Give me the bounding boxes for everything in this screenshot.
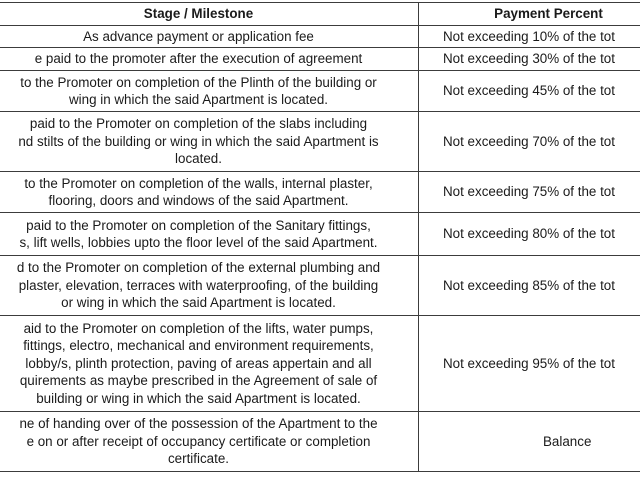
payment-cell: Not exceeding 30% of the tot: [419, 48, 640, 71]
stage-line: aid to the Promoter on completion of the lifts, water pumps,: [23, 320, 374, 336]
payment-schedule-table: [0, 2, 640, 472]
table-row: [0, 172, 640, 213]
stage-cell: [0, 213, 419, 256]
stage-cell: [0, 26, 419, 48]
stage-line: d to the Promoter on completion of the external plumbing and: [16, 260, 381, 276]
payment-cell: Not exceeding 80% of the tot: [419, 213, 640, 256]
stage-line: paid to the Promoter on completion of the Sanitary fittings,: [26, 217, 371, 233]
stage-line: e on or after receipt of occupancy certificate or completion: [26, 433, 371, 449]
stage-line: located.: [175, 151, 222, 167]
table-row: [0, 112, 640, 172]
stage-line: certificate.: [167, 451, 230, 467]
stage-line: fittings, electro, mechanical and environment requirements,: [23, 338, 374, 354]
stage-cell: [0, 172, 419, 213]
stage-cell: [0, 412, 419, 472]
stage-line: flooring, doors and windows of the said Apartment.: [48, 193, 349, 208]
stage-line: paid to the Promoter on completion of the slabs including: [29, 116, 368, 132]
payment-cell: Not exceeding 85% of the tot: [419, 256, 640, 316]
payment-column-header: Payment Percent: [419, 3, 640, 26]
stage-column-header: Stage / Milestone: [0, 3, 419, 26]
stage-line: lobby/s, plinth protection, paving of areas appertain and all: [25, 355, 372, 371]
table-row: [0, 213, 640, 256]
table-row: [0, 316, 640, 412]
payment-cell: Not exceeding 75% of the tot: [419, 172, 640, 213]
stage-cell: [0, 71, 419, 112]
stage-line: building or wing in which the said Apartment is located.: [36, 390, 361, 406]
table-row: [0, 412, 640, 472]
stage-line: s, lift wells, lobbies upto the floor level of the said Apartment.: [19, 235, 378, 250]
table-row: [0, 256, 640, 316]
header-row: [0, 3, 640, 26]
stage-line: nd stilts of the building or wing in which the said Apartment is: [18, 133, 379, 149]
stage-line: quirements as maybe prescribed in the Agreement of sale of: [19, 373, 378, 389]
stage-line: wing in which the said Apartment is located.: [68, 92, 329, 107]
stage-cell: [0, 316, 419, 412]
table-row: [0, 26, 640, 48]
payment-cell: Not exceeding 10% of the tot: [419, 26, 640, 48]
table-row: [0, 48, 640, 71]
payment-cell: Not exceeding 45% of the tot: [419, 71, 640, 112]
stage-line: e paid to the promoter after the execution of agreement: [34, 51, 363, 67]
stage-line: plaster, elevation, terraces with waterproofing, of the building: [18, 277, 379, 293]
stage-line: As advance payment or application fee: [83, 28, 314, 44]
stage-cell: [0, 256, 419, 316]
stage-line: to the Promoter on completion of the Plinth of the building or: [20, 74, 377, 90]
stage-line: or wing in which the said Apartment is located.: [61, 295, 336, 311]
table-row: [0, 71, 640, 112]
payment-cell: Not exceeding 95% of the tot: [419, 316, 640, 412]
stage-cell: [0, 48, 419, 71]
stage-line: ne of handing over of the possession of the Apartment to the: [19, 416, 378, 432]
stage-line: to the Promoter on completion of the walls, internal plaster,: [24, 175, 373, 191]
payment-cell: Not exceeding 70% of the tot: [419, 112, 640, 172]
stage-cell: [0, 112, 419, 172]
payment-cell: Balance: [419, 412, 640, 472]
